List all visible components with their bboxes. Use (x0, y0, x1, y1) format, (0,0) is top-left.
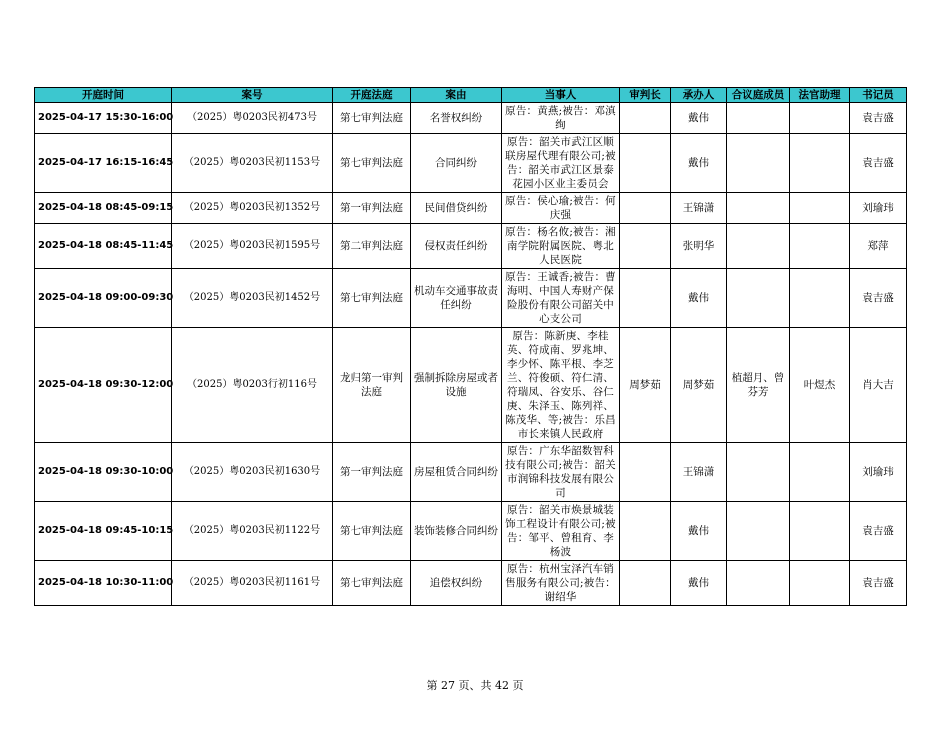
table-row (35, 502, 907, 561)
table-row (35, 134, 907, 193)
cell-handler: 王锦潇 (671, 443, 727, 502)
header-cause: 案由 (411, 88, 502, 103)
table-body (35, 103, 907, 606)
cell-presiding-judge (620, 224, 671, 269)
cell-handler: 戴伟 (671, 103, 727, 134)
cell-clerk: 袁吉盛 (850, 502, 907, 561)
cell-parties: 原告：陈新庚、李桂英、符成南、罗兆坤、李少怀、陈平根、李芝兰、符俊硕、符仁清、符瑞凤、谷安乐、谷仁庚、朱泽玉、陈列祥、陈茂华、等;被告：乐昌市长来镇人民政府 (502, 328, 620, 443)
cell-hearing-time: 2025-04-17 16:15-16:45 (35, 134, 172, 193)
hearing-schedule-table (34, 87, 907, 606)
cell-panel-members (727, 224, 790, 269)
cell-presiding-judge (620, 193, 671, 224)
cell-case-cause: 合同纠纷 (411, 134, 502, 193)
table-row (35, 193, 907, 224)
cell-courtroom: 第一审判法庭 (333, 443, 411, 502)
cell-judge-assistant (790, 443, 850, 502)
table-row (35, 561, 907, 606)
cell-judge-assistant: 叶煜杰 (790, 328, 850, 443)
cell-presiding-judge (620, 103, 671, 134)
cell-case-cause: 强制拆除房屋或者设施 (411, 328, 502, 443)
cell-parties: 原告：黄燕;被告：邓滇绚 (502, 103, 620, 134)
cell-panel-members (727, 103, 790, 134)
cell-case-number: （2025）粤0203民初473号 (172, 103, 333, 134)
cell-panel-members (727, 269, 790, 328)
cell-judge-assistant (790, 224, 850, 269)
header-case-no: 案号 (172, 88, 333, 103)
cell-case-number: （2025）粤0203民初1161号 (172, 561, 333, 606)
table-row (35, 443, 907, 502)
cell-courtroom: 第七审判法庭 (333, 103, 411, 134)
cell-case-cause: 追偿权纠纷 (411, 561, 502, 606)
cell-panel-members (727, 561, 790, 606)
cell-case-cause: 侵权责任纠纷 (411, 224, 502, 269)
cell-presiding-judge: 周梦茹 (620, 328, 671, 443)
table-row (35, 224, 907, 269)
cell-case-number: （2025）粤0203民初1122号 (172, 502, 333, 561)
cell-handler: 戴伟 (671, 502, 727, 561)
cell-presiding-judge (620, 502, 671, 561)
header-panel-members: 合议庭成员 (727, 88, 790, 103)
cell-courtroom: 第二审判法庭 (333, 224, 411, 269)
cell-hearing-time: 2025-04-18 08:45-11:45 (35, 224, 172, 269)
table-header (35, 88, 907, 103)
cell-hearing-time: 2025-04-18 09:45-10:15 (35, 502, 172, 561)
cell-judge-assistant (790, 502, 850, 561)
cell-courtroom: 第七审判法庭 (333, 502, 411, 561)
cell-courtroom: 第七审判法庭 (333, 561, 411, 606)
cell-parties: 原告：广东华韶数智科技有限公司;被告：韶关市润锦科技发展有限公司 (502, 443, 620, 502)
cell-clerk: 袁吉盛 (850, 561, 907, 606)
cell-presiding-judge (620, 561, 671, 606)
header-time: 开庭时间 (35, 88, 172, 103)
cell-case-number: （2025）粤0203民初1352号 (172, 193, 333, 224)
header-judge-assistant: 法官助理 (790, 88, 850, 103)
cell-case-cause: 机动车交通事故责任纠纷 (411, 269, 502, 328)
cell-handler: 王锦潇 (671, 193, 727, 224)
cell-judge-assistant (790, 134, 850, 193)
cell-panel-members (727, 193, 790, 224)
cell-case-cause: 装饰装修合同纠纷 (411, 502, 502, 561)
table-row (35, 269, 907, 328)
cell-judge-assistant (790, 561, 850, 606)
cell-courtroom: 第七审判法庭 (333, 269, 411, 328)
cell-judge-assistant (790, 269, 850, 328)
cell-case-number: （2025）粤0203行初116号 (172, 328, 333, 443)
cell-clerk: 刘瑜玮 (850, 443, 907, 502)
cell-case-number: （2025）粤0203民初1153号 (172, 134, 333, 193)
cell-clerk: 袁吉盛 (850, 103, 907, 134)
cell-courtroom: 第一审判法庭 (333, 193, 411, 224)
cell-judge-assistant (790, 103, 850, 134)
cell-case-number: （2025）粤0203民初1630号 (172, 443, 333, 502)
cell-courtroom: 第七审判法庭 (333, 134, 411, 193)
cell-hearing-time: 2025-04-18 09:30-10:00 (35, 443, 172, 502)
cell-presiding-judge (620, 134, 671, 193)
cell-parties: 原告：王诚香;被告：曹海明、中国人寿财产保险股份有限公司韶关中心支公司 (502, 269, 620, 328)
cell-handler: 戴伟 (671, 134, 727, 193)
cell-case-cause: 房屋租赁合同纠纷 (411, 443, 502, 502)
cell-parties: 原告：杭州宝泽汽车销售服务有限公司;被告：谢绍华 (502, 561, 620, 606)
cell-clerk: 刘瑜玮 (850, 193, 907, 224)
cell-parties: 原告：侯心瑜;被告：何庆强 (502, 193, 620, 224)
cell-panel-members: 植超月、曾芬芳 (727, 328, 790, 443)
cell-clerk: 袁吉盛 (850, 269, 907, 328)
cell-judge-assistant (790, 193, 850, 224)
cell-presiding-judge (620, 269, 671, 328)
header-clerk: 书记员 (850, 88, 907, 103)
cell-panel-members (727, 443, 790, 502)
header-row (35, 88, 907, 103)
cell-clerk: 郑萍 (850, 224, 907, 269)
cell-panel-members (727, 134, 790, 193)
header-handler: 承办人 (671, 88, 727, 103)
cell-hearing-time: 2025-04-17 15:30-16:00 (35, 103, 172, 134)
table-row (35, 103, 907, 134)
cell-hearing-time: 2025-04-18 10:30-11:00 (35, 561, 172, 606)
cell-parties: 原告：杨名攸;被告：湘南学院附属医院、粤北人民医院 (502, 224, 620, 269)
cell-courtroom: 龙归第一审判法庭 (333, 328, 411, 443)
cell-case-number: （2025）粤0203民初1595号 (172, 224, 333, 269)
cell-hearing-time: 2025-04-18 09:30-12:00 (35, 328, 172, 443)
cell-handler: 戴伟 (671, 269, 727, 328)
page-number-footer: 第 27 页、共 42 页 (426, 679, 524, 692)
header-parties: 当事人 (502, 88, 620, 103)
cell-clerk: 袁吉盛 (850, 134, 907, 193)
cell-case-cause: 民间借贷纠纷 (411, 193, 502, 224)
cell-clerk: 肖大吉 (850, 328, 907, 443)
cell-presiding-judge (620, 443, 671, 502)
cell-handler: 戴伟 (671, 561, 727, 606)
cell-parties: 原告：韶关市武江区顺联房屋代理有限公司;被告：韶关市武江区景泰花园小区业主委员会 (502, 134, 620, 193)
cell-case-cause: 名誉权纠纷 (411, 103, 502, 134)
cell-hearing-time: 2025-04-18 08:45-09:15 (35, 193, 172, 224)
cell-case-number: （2025）粤0203民初1452号 (172, 269, 333, 328)
cell-handler: 周梦茹 (671, 328, 727, 443)
header-courtroom: 开庭法庭 (333, 88, 411, 103)
cell-handler: 张明华 (671, 224, 727, 269)
cell-hearing-time: 2025-04-18 09:00-09:30 (35, 269, 172, 328)
cell-panel-members (727, 502, 790, 561)
cell-parties: 原告：韶关市焕景城装饰工程设计有限公司;被告：邹平、曾租育、李杨波 (502, 502, 620, 561)
header-presiding-judge: 审判长 (620, 88, 671, 103)
table-row (35, 328, 907, 443)
